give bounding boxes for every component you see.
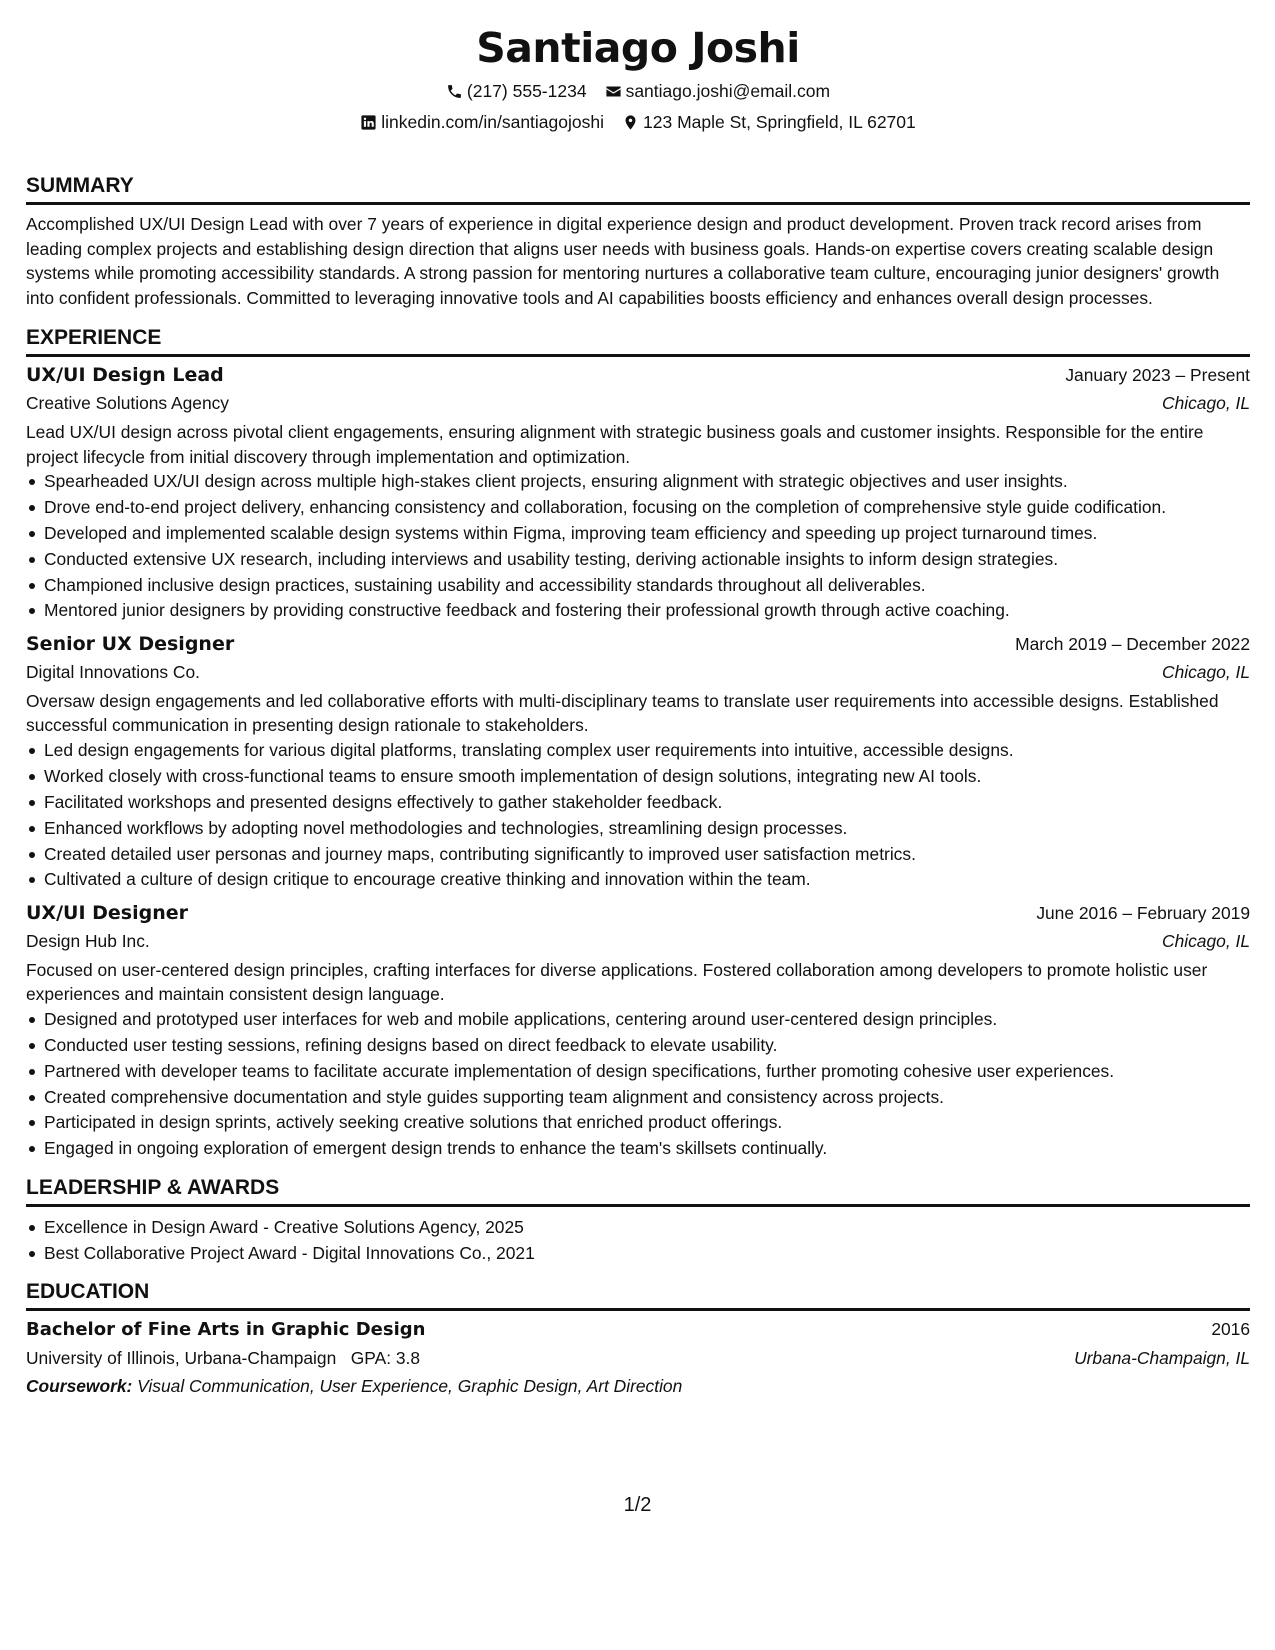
job-header [26, 361, 1250, 389]
list-item: Led design engagements for various digital platforms, translating complex user requirements into intuitive, accessible designs. [44, 738, 1250, 763]
school-and-gpa [26, 1344, 420, 1372]
summary-heading: SUMMARY [26, 173, 1250, 205]
list-item: Excellence in Design Award - Creative Solutions Agency, 2025 [44, 1215, 1250, 1240]
job-header [26, 899, 1250, 927]
phone-contact [446, 80, 587, 102]
job-description: Focused on user-centered design principles, crafting interfaces for diverse applications. Fostered collaboration among developers to promote holistic user experiences and maintain consistent design language. [26, 959, 1208, 1005]
job-dates: June 2016 – February 2019 [1036, 902, 1250, 923]
summary-text: Accomplished UX/UI Design Lead with over 7 years of experience in digital experience design and product development. Proven track record arises from leading complex projects and establishing design direction that aligns user needs with business goals. Hands-on expertise covers creating scalable design systems while promoting accessibility standards. A strong passion for mentoring nurtures a collaborative team culture, encouraging junior designers' growth into confident professionals. Committed to leveraging innovative tools and AI capabilities boosts efficiency and enhances overall design processes. [26, 214, 1220, 308]
list-item: Mentored junior designers by providing constructive feedback and fostering their professional growth through active coaching. [44, 598, 1250, 623]
job-entry [26, 899, 1250, 1161]
list-item: Cultivated a culture of design critique to encourage creative thinking and innovation within the team. [44, 867, 1250, 892]
email-contact[interactable] [605, 80, 831, 102]
email-address[interactable]: santiago.joshi@email.com [625, 81, 831, 101]
school-name: University of Illinois, Urbana-Champaign [26, 1348, 337, 1369]
degree: Bachelor of Fine Arts in Graphic Design [26, 1319, 426, 1341]
job-description: Oversaw design engagements and led collaborative efforts with multi-disciplinary teams to translate user requirements into accessible designs. Established successful communication in presenting design rationale to stakeholders. [26, 690, 1219, 736]
education-heading: EDUCATION [26, 1279, 1250, 1311]
page-number: 1/2 [623, 1494, 652, 1516]
list-item: Participated in design sprints, actively seeking creative solutions that enriched product offerings. [44, 1110, 1250, 1135]
phone-icon [446, 83, 463, 100]
address-contact [622, 111, 916, 133]
graduation-year: 2016 [1211, 1319, 1250, 1340]
job-bullets [26, 469, 1250, 623]
list-item: Drove end-to-end project delivery, enhancing consistency and collaboration, focusing on the completion of comprehensive style guide codification. [44, 495, 1250, 520]
contact-line-2 [26, 111, 1250, 133]
resume-page [26, 22, 1250, 1400]
candidate-name: Santiago Joshi [476, 24, 800, 72]
education-subheader [26, 1344, 1250, 1372]
job-subheader [26, 927, 1250, 955]
job-role: UX/UI Designer [26, 901, 188, 924]
coursework-label: Coursework: [26, 1376, 133, 1397]
list-item: Facilitated workshops and presented designs effectively to gather stakeholder feedback. [44, 790, 1250, 815]
street-address: 123 Maple St, Springfield, IL 62701 [643, 112, 916, 132]
education-header [26, 1315, 1250, 1344]
list-item: Best Collaborative Project Award - Digital Innovations Co., 2021 [44, 1241, 1250, 1266]
coursework-list: Visual Communication, User Experience, Graphic Design, Art Direction [137, 1376, 683, 1397]
summary-section [26, 173, 1250, 310]
experience-section [26, 325, 1250, 1161]
linkedin-icon [360, 114, 377, 131]
job-company: Digital Innovations Co. [26, 661, 200, 682]
list-item: Conducted extensive UX research, including interviews and usability testing, deriving actionable insights to inform design strategies. [44, 547, 1250, 572]
job-role: Senior UX Designer [26, 632, 235, 655]
envelope-icon [605, 83, 622, 100]
job-header [26, 630, 1250, 658]
job-company: Design Hub Inc. [26, 930, 150, 951]
gpa: GPA: 3.8 [350, 1348, 421, 1369]
list-item: Championed inclusive design practices, sustaining usability and accessibility standards throughout all deliverables. [44, 573, 1250, 598]
contact-line-1 [26, 80, 1250, 102]
list-item: Spearheaded UX/UI design across multiple high-stakes client projects, ensuring alignment with strategic objectives and user insights. [44, 469, 1250, 494]
job-role: UX/UI Design Lead [26, 364, 224, 386]
job-entry [26, 361, 1250, 623]
job-company: Creative Solutions Agency [26, 393, 230, 413]
list-item: Created detailed user personas and journey maps, contributing significantly to improved user satisfaction metrics. [44, 842, 1250, 867]
education-section [26, 1279, 1250, 1400]
coursework-line [26, 1372, 1250, 1400]
list-item: Worked closely with cross-functional teams to ensure smooth implementation of design solutions, integrating new AI tools. [44, 764, 1250, 789]
map-pin-icon [622, 114, 639, 131]
experience-heading: EXPERIENCE [26, 325, 1250, 357]
job-subheader [26, 658, 1250, 686]
job-bullets [26, 738, 1250, 892]
linkedin-url[interactable]: linkedin.com/in/santiagojoshi [381, 112, 605, 132]
phone-number: (217) 555-1234 [466, 81, 587, 101]
linkedin-contact[interactable] [360, 111, 604, 133]
job-location: Chicago, IL [1162, 393, 1250, 413]
list-item: Created comprehensive documentation and style guides supporting team alignment and consistency across projects. [44, 1085, 1250, 1110]
awards-heading: LEADERSHIP & AWARDS [26, 1175, 1250, 1207]
awards-section [26, 1175, 1250, 1265]
job-subheader [26, 389, 1250, 417]
job-description: Lead UX/UI design across pivotal client engagements, ensuring alignment with strategic business goals and customer insights. Responsible for the entire project lifecycle from initial discovery through implementation and optimization. [26, 422, 1204, 467]
list-item: Enhanced workflows by adopting novel methodologies and technologies, streamlining design processes. [44, 816, 1250, 841]
job-location: Chicago, IL [1162, 661, 1250, 682]
job-entry [26, 630, 1250, 892]
awards-list [26, 1215, 1250, 1265]
job-dates: January 2023 – Present [1065, 365, 1250, 385]
job-bullets [26, 1007, 1250, 1161]
list-item: Developed and implemented scalable design systems within Figma, improving team efficiency and speeding up project turnaround times. [44, 521, 1250, 546]
job-dates: March 2019 – December 2022 [1015, 633, 1250, 654]
list-item: Engaged in ongoing exploration of emergent design trends to enhance the team's skillsets continually. [44, 1136, 1250, 1161]
list-item: Conducted user testing sessions, refining designs based on direct feedback to elevate usability. [44, 1033, 1250, 1058]
school-location: Urbana-Champaign, IL [1074, 1348, 1250, 1369]
list-item: Designed and prototyped user interfaces for web and mobile applications, centering around user-centered design principles. [44, 1007, 1250, 1032]
job-location: Chicago, IL [1162, 930, 1250, 951]
list-item: Partnered with developer teams to facilitate accurate implementation of design specifications, further promoting cohesive user experiences. [44, 1059, 1250, 1084]
